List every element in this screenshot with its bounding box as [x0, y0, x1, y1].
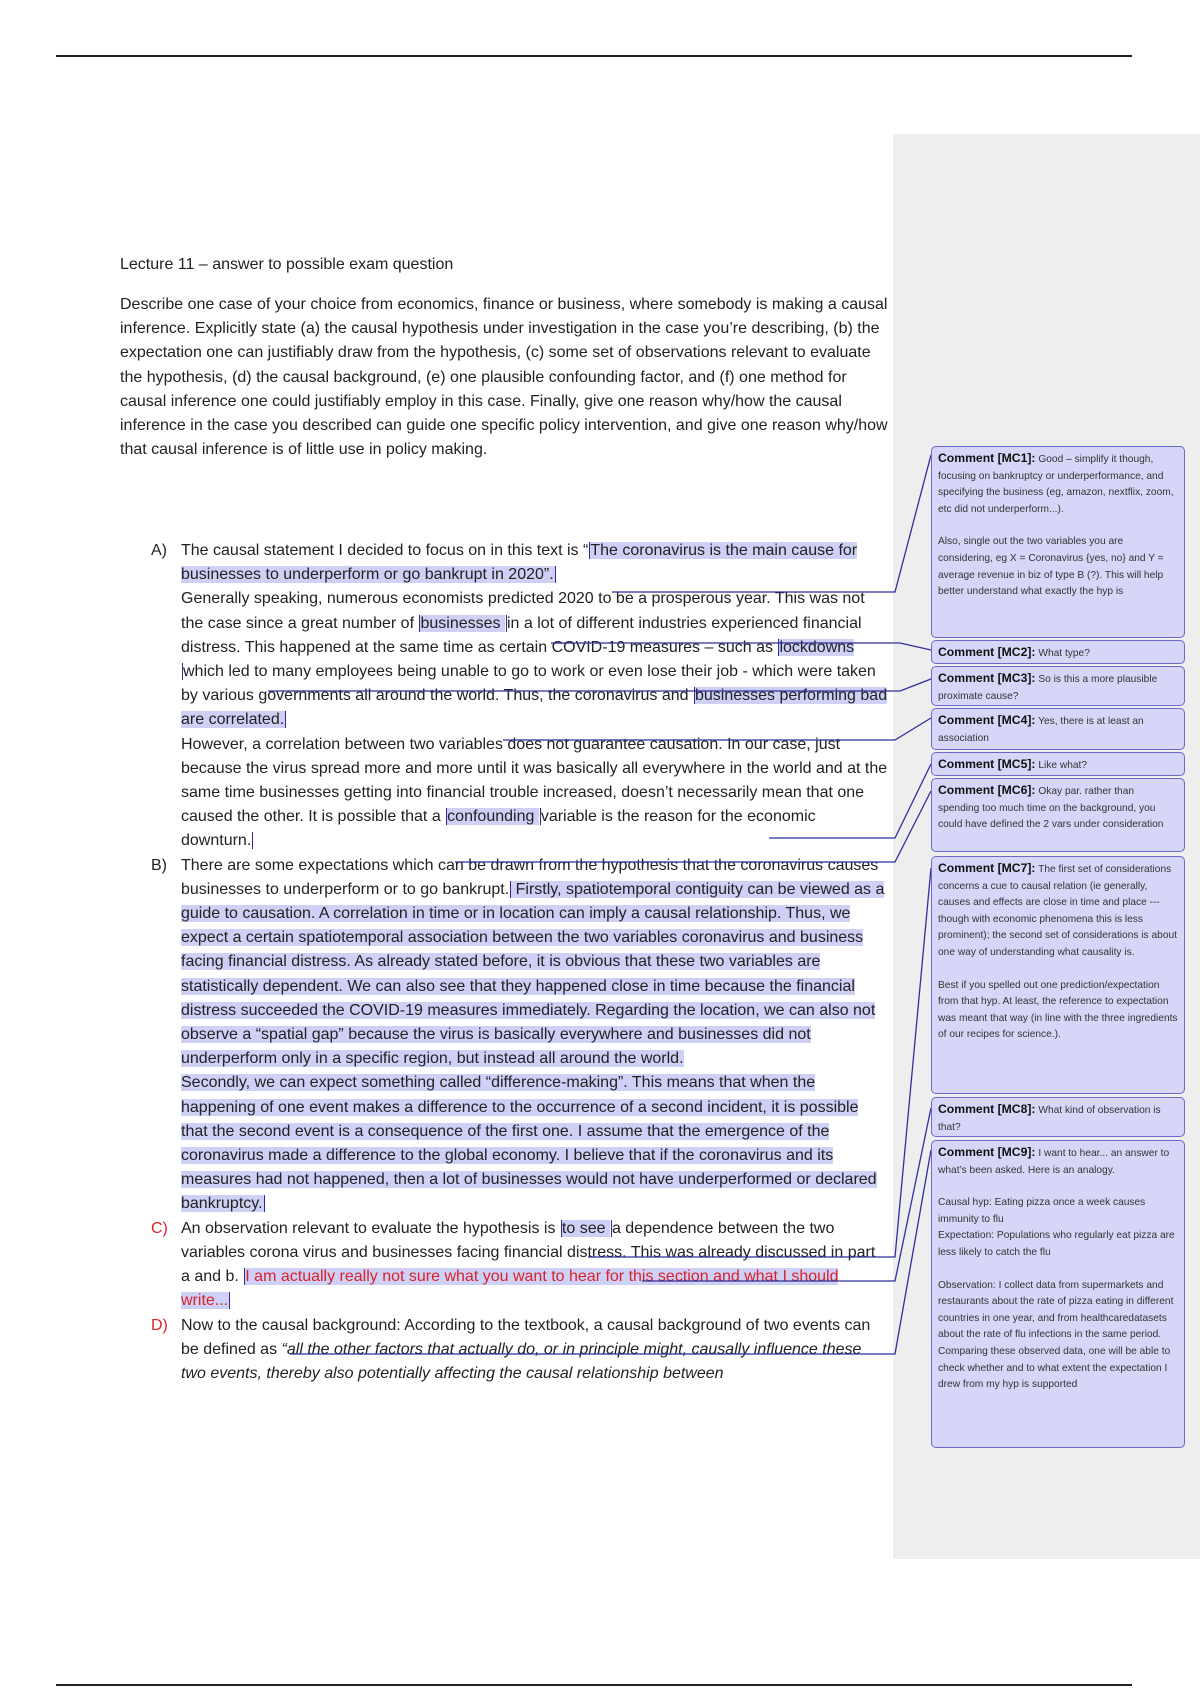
comment-label: Comment [MC6]: [938, 783, 1036, 797]
comment-label: Comment [MC9]: [938, 1145, 1036, 1159]
comment-label: Comment [MC4]: [938, 713, 1036, 727]
answer-a-text: in a lot of different industries experienced financial distress. This happened at the same time as certain COVID-19 measures – such as [181, 614, 862, 656]
leader-mc3 [268, 679, 931, 691]
answer-a-text: Generally speaking, numerous economists predicted 2020 to be a prosperous year. This was not the case since a great number of [181, 590, 865, 632]
comment-text: Causal hyp: Eating pizza once a week causes immunity to flu Expectation: Populations who regularly eat pizza are less likely to catch the flu [938, 1197, 1175, 1258]
document-title: Lecture 11 – answer to possible exam question [120, 256, 454, 273]
comment-text: I want to hear... an answer to what’s been asked. Here is an analogy. [938, 1148, 1170, 1176]
comment-text: Best if you spelled out one prediction/expectation from that hyp. At least, the reference to expectation was meant that way (in line with the three ingredients of our recipes for science.). [938, 979, 1178, 1041]
comment-text: The first set of considerations concerns a cue to causal relation (ie generally, causes and effects are close in time and place --- though with economic phenomena this is less prominent); the second set of considerations is about one way of understanding what causality is. [938, 864, 1177, 958]
comment-text: Okay par. rather than spending too much time on the background, you could have defined the 2 vars under consideration [938, 786, 1164, 831]
leader-mc1 [612, 455, 931, 592]
comment-label: Comment [MC7]: [938, 861, 1036, 875]
comment-anchor-mc4[interactable]: businesses performing bad are correlated. [181, 687, 888, 729]
answer-b-text: There are some expectations which can be drawn from the hypothesis that the coronavirus causes businesses to underperform or to go bankrupt. [181, 856, 879, 898]
comment-anchor-mc9[interactable]: I am actually really not sure what you want to hear for this section and what I should write... [181, 1268, 839, 1310]
comment-label: Comment [MC3]: [938, 671, 1036, 685]
answer-c-text: An observation relevant to evaluate the hypothesis is [181, 1219, 560, 1237]
comment-label: Comment [MC1]: [938, 451, 1036, 465]
comment-text: What type? [1038, 648, 1090, 659]
comment-anchor-mc7-b[interactable]: Secondly, we can expect something called “difference-making”. This means that when the happening of one event makes a difference to the occurrence of a second incident, it is possible that the second event is a consequence of the first one. I assume that the emergence of the coronavirus made a difference to the global economy. I believe that if the coronavirus and its measures had not happened, then a lot of businesses would not have underperformed or declared bankruptcy. [181, 1074, 877, 1213]
answer-c-text: a dependence between the two variables corona virus and businesses facing financial distress. This was already discussed in part a and b. [181, 1219, 876, 1286]
answer-a-text: However, a correlation between two variables does not guarantee causation. In our case, just because the virus spread more and more until it was basically all everywhere in the world and at the same time businesses getting into financial trouble increased, doesn’t necessarily mean that one caused the other. It is possible that a [181, 735, 888, 826]
comment-mc3[interactable] [931, 666, 1185, 706]
comment-anchor-mc3[interactable]: lockdowns [779, 638, 855, 656]
comment-mc8[interactable] [931, 1097, 1185, 1137]
answer-d-marker: D) [151, 1316, 168, 1334]
comment-text: Good – simplify it though, focusing on bankruptcy or underperformance, and specifying the business (eg, amazon, nextflix, zoom, etc did not underperform...). [938, 454, 1174, 515]
comment-mc9[interactable] [931, 1140, 1185, 1448]
leader-mc6 [455, 791, 931, 862]
comment-text: Like what? [1038, 760, 1088, 771]
comment-anchor-mc8[interactable]: to see [561, 1219, 610, 1237]
comment-anchor-mc6[interactable]: variable is the reason for the economic downturn. [181, 808, 816, 850]
answer-d-quote: “all the other factors that actually do, or in principle might, causally influence these two events, thereby also potentially affecting the causal relationship between [181, 1340, 862, 1382]
comment-mc6[interactable] [931, 778, 1185, 852]
leader-mc2 [551, 643, 931, 650]
answer-b-marker: B) [151, 856, 167, 874]
comment-text: Also, single out the two variables you are considering, eg X = Coronavirus {yes, no} and Y = average revenue in biz of type B (?). This will help better understand what exactly the hyp is [938, 536, 1164, 598]
comment-text: Observation: I collect data from supermarkets and restaurants about the rate of pizza eating in different countries in one year, and from healthcaredatasets about the rate of flu infections in the same period. Comparing these observed data, one will be able to check whether and to what extent the expectation I drew from my hyp is supported [938, 1279, 1174, 1391]
footer-rule [56, 1684, 1132, 1686]
comment-mc2[interactable] [931, 640, 1185, 664]
comment-text: So is this a more plausible proximate cause? [938, 674, 1158, 702]
comment-anchor-mc2[interactable]: businesses [420, 614, 505, 632]
answer-d-text: Now to the causal background: According to the textbook, a causal background of two events can be defined as [181, 1316, 871, 1358]
answer-a-marker: A) [151, 542, 167, 559]
leader-mc5 [769, 764, 931, 838]
comment-mc4[interactable] [931, 708, 1185, 750]
exam-question: Describe one case of your choice from economics, finance or business, where somebody is making a causal inference. Explicitly state (a) the causal hypothesis under investigation in the case you’re describing, (b) the expectation one can justifiably draw from the hypothesis, (c) some set of observations relevant to evaluate the hypothesis, (d) the causal background, (e) one plausible confounding factor, and (f) one method for causal inference one could justifiably employ in this case. Finally, give one reason why/how the causal inference in the case you described can guide one specific policy intervention, and give one reason why/how that causal inference is of little use in policy making. [120, 296, 888, 459]
comment-anchor-mc7[interactable]: Firstly, spatiotemporal contiguity can be viewed as a guide to causation. A correlation in time or in location can imply a causal relationship. Thus, we expect a certain spatiotemporal association between the two variables coronavirus and business facing financial distress. As already stated before, it is obvious that these two variables are statistically dependent. We can also see that they happened close in time because the financial distress succeeded the COVID-19 measures immediately. Regarding the location, we can also not observe a “spatial gap” because the virus is basically everywhere and businesses did not underperform only in a specific region, but instead all around the world. [181, 880, 885, 1068]
leader-mc9 [290, 1150, 931, 1354]
comment-label: Comment [MC8]: [938, 1102, 1036, 1116]
answer-c-marker: C) [151, 1219, 168, 1237]
comment-text: Yes, there is at least an association [938, 716, 1144, 744]
comment-anchor-mc1[interactable]: The coronavirus is the main cause for businesses to underperform or go bankrupt in 2020”. [181, 542, 858, 584]
answer-a-text: The causal statement I decided to focus on in this text is “ [181, 542, 589, 559]
comment-label: Comment [MC2]: [938, 645, 1036, 659]
comment-mc7[interactable] [931, 856, 1185, 1094]
comment-text: What kind of observation is that? [938, 1105, 1161, 1133]
comment-label: Comment [MC5]: [938, 757, 1036, 771]
answer-a-text: which led to many employees being unable to go to work or even lose their job - which were taken by various governments all around the world. Thus, the coronavirus and [181, 663, 876, 705]
comment-mc5[interactable] [931, 752, 1185, 776]
leader-mc4 [503, 718, 931, 740]
comment-anchor-mc5[interactable]: confounding [447, 808, 539, 826]
comment-mc1[interactable] [931, 446, 1185, 638]
leader-mc8 [642, 1108, 931, 1281]
leader-mc7 [588, 868, 931, 1257]
